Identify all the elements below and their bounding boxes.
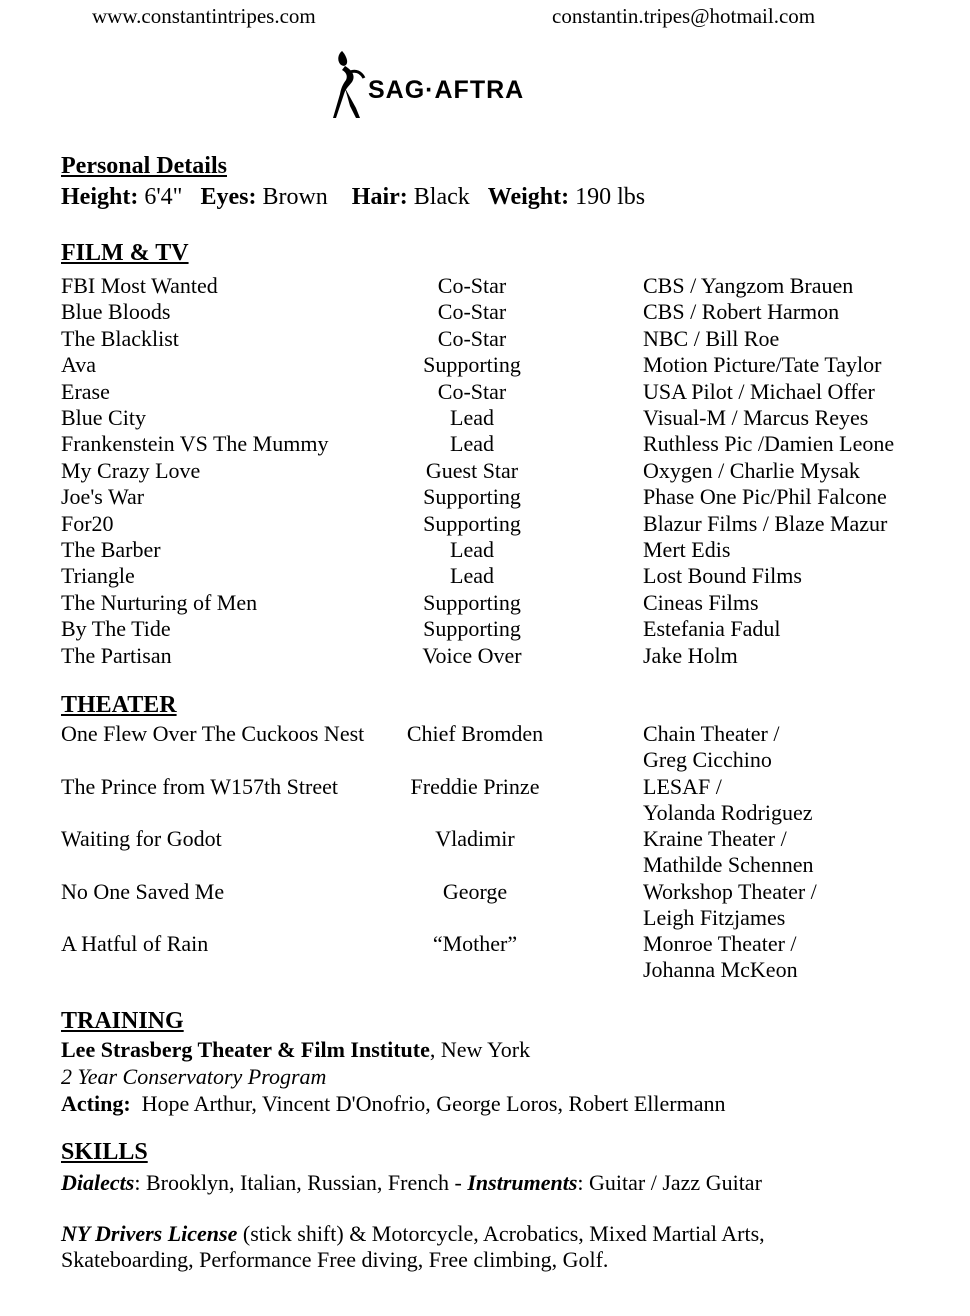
personal-details-line <box>61 184 645 211</box>
film-role: Supporting <box>423 616 521 642</box>
skills-dialects-line <box>61 1170 762 1196</box>
theater-director: Yolanda Rodriguez <box>643 799 813 825</box>
film-row <box>0 537 970 563</box>
acting-teachers: Hope Arthur, Vincent D'Onofrio, George Loros, Robert Ellermann <box>141 1091 726 1116</box>
film-credit: Oxygen / Charlie Mysak <box>643 457 860 483</box>
film-role: Lead <box>450 537 494 562</box>
film-credit: Ruthless Pic /Damien Leone <box>643 431 895 457</box>
theater-title: One Flew Over The Cuckoos Nest <box>61 721 365 746</box>
training-school: Lee Strasberg Theater & Film Institute <box>61 1037 430 1062</box>
film-title: The Nurturing of Men <box>61 589 258 615</box>
theater-row <box>0 826 970 878</box>
film-credit: USA Pilot / Michael Offer <box>643 378 875 404</box>
personal-details-heading: Personal Details <box>61 153 227 179</box>
film-credit: Jake Holm <box>643 642 738 668</box>
film-title: The Barber <box>61 537 161 562</box>
film-row <box>0 590 970 616</box>
film-credit: Lost Bound Films <box>643 563 802 589</box>
theater-title: A Hatful of Rain <box>61 931 209 957</box>
film-role: Lead <box>450 405 494 430</box>
theater-venue: Workshop Theater / <box>643 878 817 904</box>
film-title: Blue City <box>61 405 146 430</box>
film-role: Co-Star <box>437 325 507 351</box>
license-label: NY Drivers License <box>61 1221 238 1246</box>
theater-director: Johanna McKeon <box>643 957 798 983</box>
film-row <box>0 405 970 431</box>
film-title: Joe's War <box>61 484 145 510</box>
film-credit: Estefania Fadul <box>643 616 781 642</box>
theater-venue: Monroe Theater / <box>643 931 797 957</box>
film-credit: Cineas Films <box>643 589 759 615</box>
email-link[interactable]: constantin.tripes@hotmail.com <box>552 4 816 28</box>
film-role: Lead <box>450 563 494 589</box>
theater-row <box>0 774 970 826</box>
film-row <box>0 484 970 510</box>
eyes-label: Eyes: <box>200 184 257 210</box>
training-acting-line <box>61 1091 725 1117</box>
hair-label: Hair: <box>351 184 408 210</box>
film-row <box>0 563 970 589</box>
film-credit: Mert Edis <box>643 537 731 562</box>
film-role: Supporting <box>423 589 521 615</box>
film-row <box>0 458 970 484</box>
training-location: , New York <box>429 1037 531 1062</box>
film-title: The Blacklist <box>61 325 179 351</box>
film-row <box>0 299 970 325</box>
film-row <box>0 511 970 537</box>
weight-value: 190 lbs <box>575 184 646 210</box>
theater-row <box>0 879 970 931</box>
film-title: Erase <box>61 378 110 404</box>
film-row <box>0 273 970 299</box>
dialects-value: : Brooklyn, Italian, Russian, French - <box>134 1170 468 1195</box>
film-title: Ava <box>61 352 97 378</box>
theater-director: Greg Cicchino <box>643 747 772 772</box>
film-role: Lead <box>450 431 494 457</box>
instruments-label: Instruments <box>467 1170 578 1195</box>
height-label: Height: <box>61 184 139 210</box>
theater-venue: Kraine Theater / <box>643 826 787 852</box>
film-role: Guest Star <box>425 457 519 483</box>
film-role: Voice Over <box>422 642 522 668</box>
skills-line-2: Skateboarding, Performance Free diving, Free climbing, Golf. <box>61 1247 609 1272</box>
instruments-value: : Guitar / Jazz Guitar <box>577 1170 762 1195</box>
film-row <box>0 431 970 457</box>
theater-heading: THEATER <box>61 692 177 718</box>
theater-title: No One Saved Me <box>61 878 225 904</box>
film-role: Co-Star <box>437 378 507 404</box>
theater-title: Waiting for Godot <box>61 826 222 852</box>
height-value: 6'4" <box>144 184 183 210</box>
film-credit: Blazur Films / Blaze Mazur <box>643 510 888 536</box>
film-role: Supporting <box>423 510 521 536</box>
theater-venue: LESAF / <box>643 773 722 799</box>
theater-role: Freddie Prinze <box>410 773 540 799</box>
dialects-label: Dialects <box>61 1170 135 1195</box>
dancer-figure-icon <box>328 48 368 122</box>
eyes-value: Brown <box>262 184 328 210</box>
film-title: By The Tide <box>61 616 171 642</box>
film-credit: Visual-M / Marcus Reyes <box>643 405 869 430</box>
film-row <box>0 352 970 378</box>
theater-row <box>0 721 970 773</box>
theater-director: Mathilde Schennen <box>643 852 814 878</box>
skills-license-line <box>61 1221 765 1247</box>
training-heading: TRAINING <box>61 1008 184 1034</box>
theater-venue: Chain Theater / <box>643 721 780 746</box>
film-role: Supporting <box>423 484 521 510</box>
film-title: Blue Bloods <box>61 299 171 325</box>
acting-label: Acting: <box>61 1091 131 1116</box>
theater-role: Chief Bromden <box>406 721 544 746</box>
film-credit: CBS / Robert Harmon <box>643 299 840 325</box>
training-school-line <box>61 1037 530 1063</box>
film-tv-heading: FILM & TV <box>61 240 189 266</box>
film-title: Triangle <box>61 563 135 589</box>
film-credit: CBS / Yangzom Brauen <box>643 273 854 298</box>
film-row <box>0 326 970 352</box>
theater-title: The Prince from W157th Street <box>61 773 338 799</box>
theater-role: “Mother” <box>432 931 518 957</box>
training-program: 2 Year Conservatory Program <box>61 1064 327 1089</box>
film-row <box>0 616 970 642</box>
film-title: Frankenstein VS The Mummy <box>61 431 329 457</box>
skills-heading: SKILLS <box>61 1139 148 1165</box>
film-title: FBI Most Wanted <box>61 273 218 298</box>
film-row <box>0 379 970 405</box>
sag-aftra-wordmark: SAG·AFTRA <box>368 76 525 104</box>
theater-role: Vladimir <box>435 826 515 852</box>
sag-aftra-logo <box>328 48 558 122</box>
film-credit: NBC / Bill Roe <box>643 325 780 351</box>
hair-value: Black <box>413 184 470 210</box>
film-role: Supporting <box>423 352 521 378</box>
weight-label: Weight: <box>487 184 570 210</box>
theater-role: George <box>442 878 508 904</box>
theater-director: Leigh Fitzjames <box>643 904 786 930</box>
website-link[interactable]: www.constantintripes.com <box>92 4 316 28</box>
film-row <box>0 643 970 669</box>
film-role: Co-Star <box>437 299 507 325</box>
theater-row <box>0 931 970 983</box>
film-credit: Phase One Pic/Phil Falcone <box>643 484 887 510</box>
license-rest: (stick shift) & Motorcycle, Acrobatics, Mixed Martial Arts, <box>237 1221 765 1246</box>
film-role: Co-Star <box>437 273 507 298</box>
film-title: For20 <box>61 510 114 536</box>
film-title: The Partisan <box>61 642 172 668</box>
film-title: My Crazy Love <box>61 457 201 483</box>
film-credit: Motion Picture/Tate Taylor <box>643 352 882 378</box>
